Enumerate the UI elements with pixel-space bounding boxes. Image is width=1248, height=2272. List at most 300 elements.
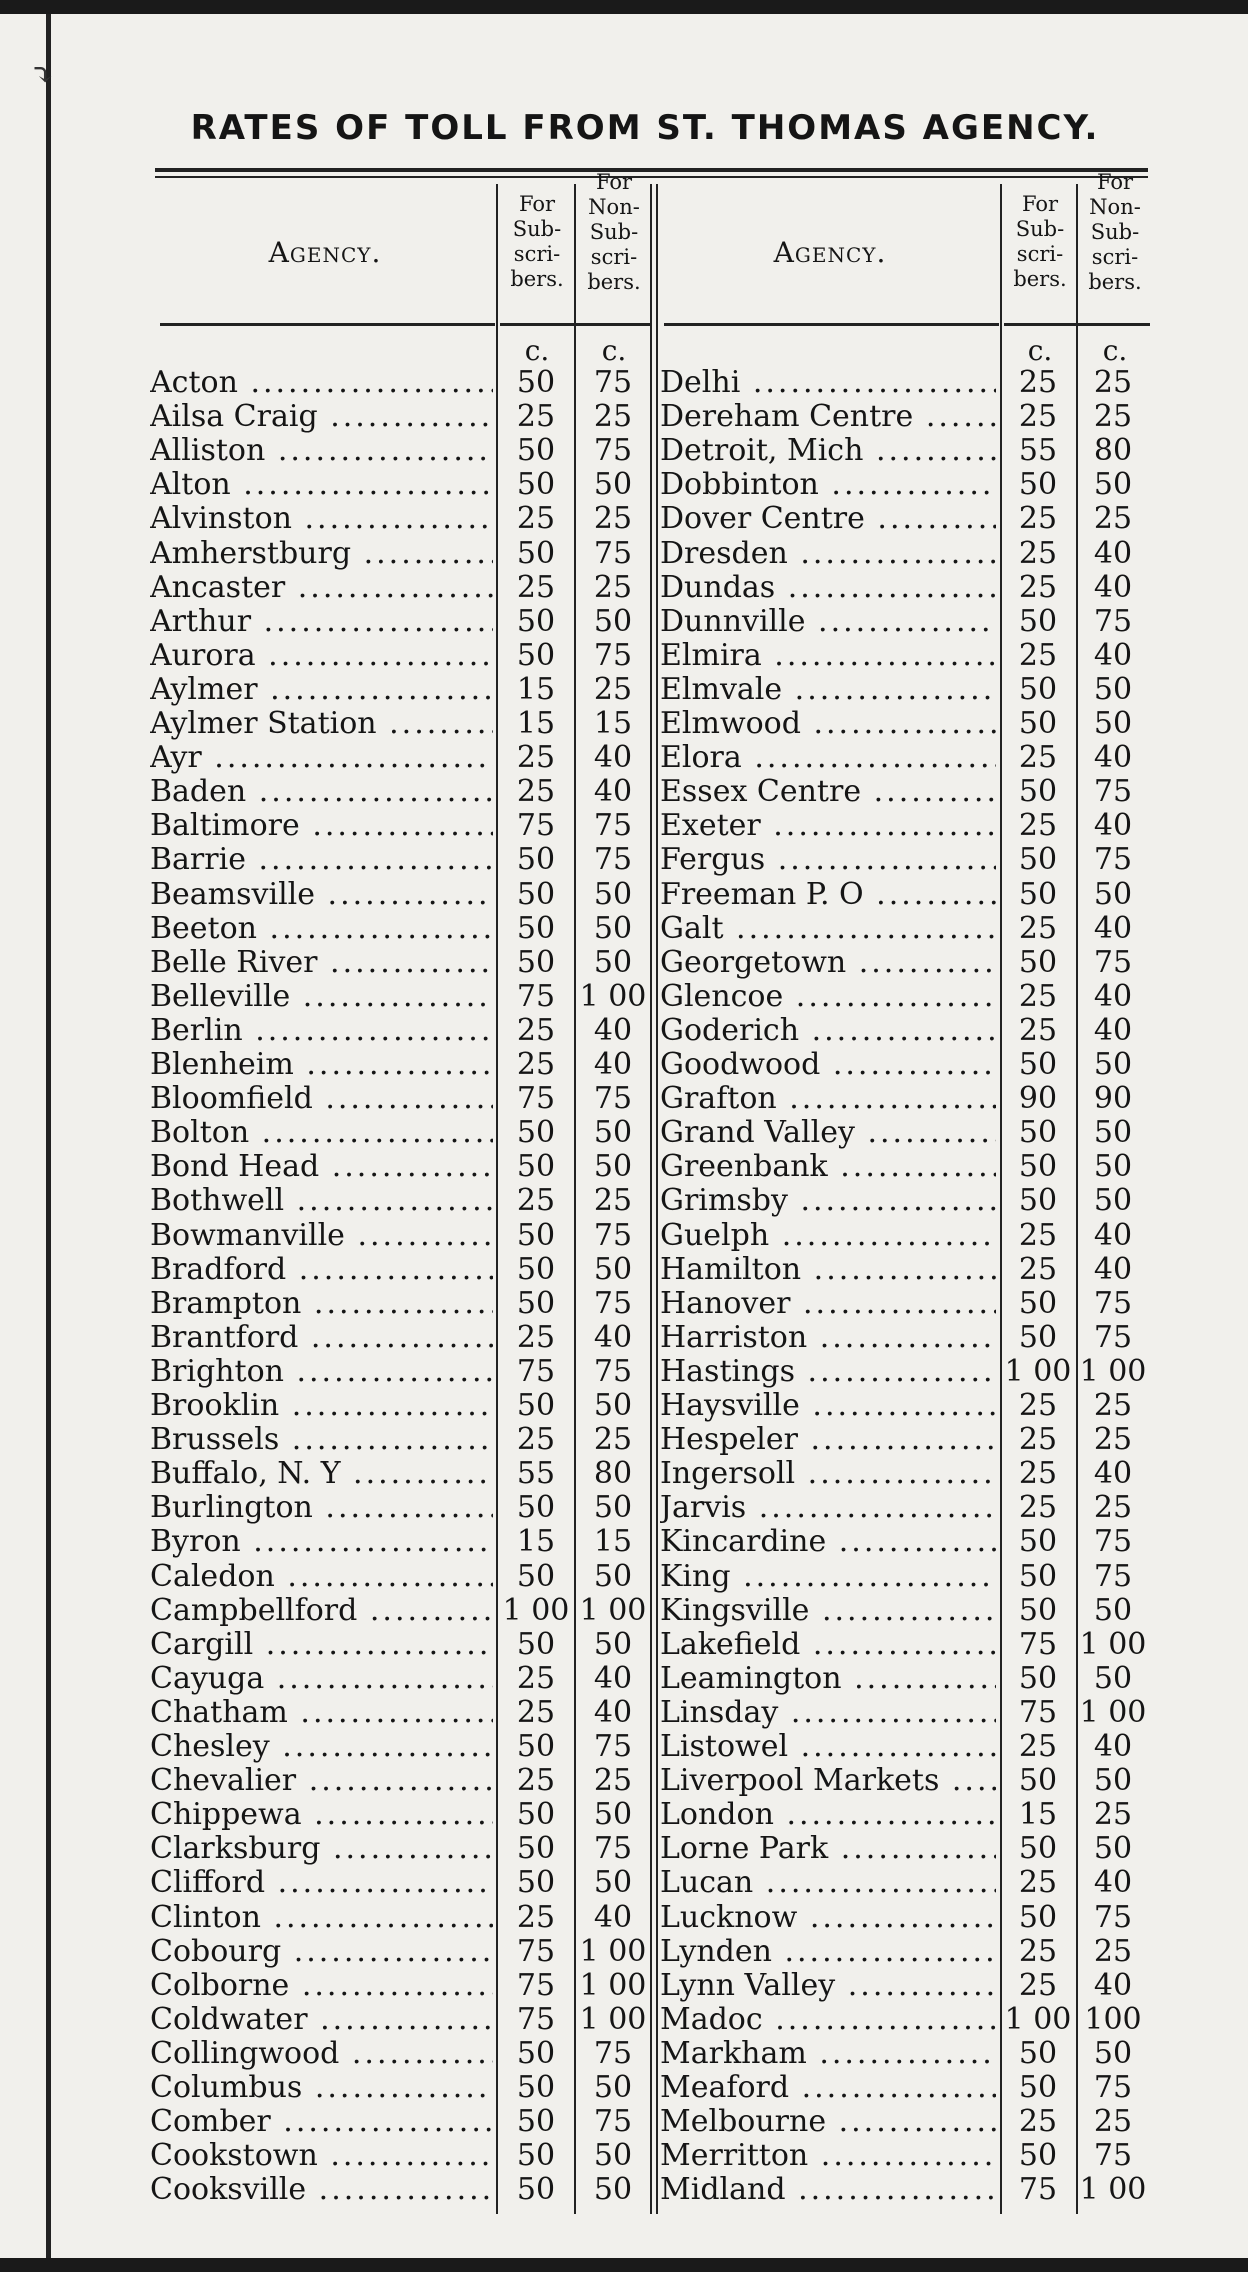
non-subscriber-rate: 40: [593, 1012, 633, 1048]
table-row: [660, 2105, 1150, 2139]
agency-name: Amherstburg .....: [150, 537, 493, 571]
table-row: [660, 571, 1150, 605]
agency-name: Detroit, Mich .....: [660, 434, 996, 468]
header-agency-left: Agency.: [268, 236, 382, 269]
table-row: [150, 468, 650, 502]
table-row: [660, 400, 1150, 434]
table-row: [660, 912, 1150, 946]
subscriber-rate: 50: [1018, 2138, 1058, 2174]
non-subscriber-rate: 40: [1093, 1456, 1133, 1492]
non-subscriber-rate: 75: [593, 365, 633, 400]
agency-name: Alvinston .....: [150, 502, 493, 536]
non-subscriber-rate: 1 00: [1079, 1353, 1147, 1389]
agency-name: Alton .....: [150, 468, 493, 502]
non-subscriber-rate: 50: [593, 1626, 633, 1662]
non-subscriber-rate: 25: [593, 569, 633, 605]
table-row: [660, 1423, 1150, 1457]
table-row: [660, 1764, 1150, 1798]
agency-name: Byron .....: [150, 1525, 493, 1559]
non-subscriber-rate: 40: [1093, 808, 1133, 844]
agency-name: Chevalier .....: [150, 1764, 493, 1798]
agency-name: Bradford .....: [150, 1253, 493, 1287]
subscriber-rate: 25: [516, 1763, 556, 1799]
agency-name: Freeman P. O .....: [660, 878, 996, 912]
agency-name: Clifford .....: [150, 1866, 493, 1900]
subscriber-rate: 50: [1018, 1115, 1058, 1151]
subscriber-rate: 25: [1018, 365, 1058, 400]
subscriber-rate: 25: [516, 1694, 556, 1730]
subscriber-rate: 25: [1018, 808, 1058, 844]
non-subscriber-rate: 50: [1093, 1831, 1133, 1867]
table-row: [660, 707, 1150, 741]
agency-name: Merritton .....: [660, 2139, 996, 2173]
subscriber-rate: 50: [1018, 706, 1058, 741]
subscriber-rate: 50: [1018, 467, 1058, 503]
table-row: [660, 1355, 1150, 1389]
table-row: [660, 1935, 1150, 1969]
non-subscriber-rate: 80: [1093, 433, 1133, 469]
table-row: [660, 1594, 1150, 1628]
agency-name: Comber .....: [150, 2105, 493, 2139]
table-row: [660, 1253, 1150, 1287]
table-row: [150, 1935, 650, 1969]
agency-name: Haysville .....: [660, 1389, 996, 1423]
non-subscriber-rate: 50: [1093, 671, 1133, 707]
agency-name: Hamilton .....: [660, 1253, 996, 1287]
agency-name: Chatham .....: [150, 1696, 493, 1730]
subscriber-rate: 50: [516, 603, 556, 639]
non-subscriber-rate: 1 00: [579, 978, 647, 1014]
subscriber-rate: 90: [1018, 1081, 1058, 1117]
non-subscriber-rate: 50: [593, 1115, 633, 1151]
non-subscriber-rate: 100: [1084, 2001, 1142, 2037]
non-subscriber-rate: 1 00: [1079, 1626, 1147, 1662]
subscriber-rate: 50: [1018, 1660, 1058, 1696]
agency-name: Galt .....: [660, 912, 996, 946]
table-row: [150, 1628, 650, 1662]
table-row: [150, 741, 650, 775]
subscriber-rate: 25: [1018, 1456, 1058, 1492]
non-subscriber-rate: 40: [593, 1694, 633, 1730]
non-subscriber-rate: 1 00: [579, 1967, 647, 2003]
table-row: [660, 2071, 1150, 2105]
table-row: [660, 1150, 1150, 1184]
subscriber-rate: 25: [516, 569, 556, 605]
table-row: [660, 639, 1150, 673]
subscriber-rate: 50: [1018, 1285, 1058, 1321]
table-row: [150, 1253, 650, 1287]
non-subscriber-rate: 50: [1093, 1115, 1133, 1151]
agency-name: Madoc .....: [660, 2003, 996, 2037]
table-row: [150, 1219, 650, 1253]
agency-name: Grimsby .....: [660, 1184, 996, 1218]
agency-name: Hanover .....: [660, 1287, 996, 1321]
table-row: [150, 1355, 650, 1389]
agency-name: Blenheim .....: [150, 1048, 493, 1082]
subscriber-rate: 50: [516, 1729, 556, 1764]
table-row: [150, 1082, 650, 1116]
subscriber-rate: 50: [516, 2070, 556, 2105]
subscriber-rate: 25: [1018, 1490, 1058, 1526]
subscriber-rate: 25: [1018, 2104, 1058, 2140]
subscriber-rate: 25: [1018, 1865, 1058, 1901]
subscriber-rate: 50: [1018, 944, 1058, 980]
margin-mark: ⤵: [30, 58, 56, 93]
table-row: [660, 1696, 1150, 1730]
agency-name: Bowmanville .....: [150, 1219, 493, 1253]
table-row: [150, 809, 650, 843]
table-row: [150, 1696, 650, 1730]
subscriber-rate: 25: [1018, 1217, 1058, 1253]
title-rule-thin: [155, 176, 1148, 178]
table-row: [150, 1866, 650, 1900]
agency-name: Ailsa Craig .....: [150, 400, 493, 434]
subscriber-rate: 25: [516, 1422, 556, 1458]
subscriber-rate: 25: [516, 1899, 556, 1935]
table-row: [660, 741, 1150, 775]
table-row: [150, 1150, 650, 1184]
non-subscriber-rate: 40: [593, 740, 633, 776]
non-subscriber-rate: 25: [593, 501, 633, 537]
agency-name: Lucknow .....: [660, 1901, 996, 1935]
table-row: [150, 980, 650, 1014]
subscriber-rate: 50: [1018, 603, 1058, 639]
agency-name: Cayuga .....: [150, 1662, 493, 1696]
non-subscriber-rate: 50: [593, 1797, 633, 1833]
table-row: [150, 1798, 650, 1832]
non-subscriber-rate: 50: [593, 1388, 633, 1423]
table-row: [660, 673, 1150, 707]
subscriber-rate: 15: [1018, 1797, 1058, 1833]
non-subscriber-rate: 75: [1093, 2070, 1133, 2105]
page-title: RATES OF TOLL FROM ST. THOMAS AGENCY.: [190, 108, 1100, 148]
table-row: [660, 502, 1150, 536]
agency-name: Bond Head .....: [150, 1150, 493, 1184]
subscriber-rate: 50: [1018, 1524, 1058, 1560]
subscriber-rate: 25: [1018, 399, 1058, 435]
table-row: [150, 1184, 650, 1218]
subscriber-rate: 50: [1018, 2070, 1058, 2105]
non-subscriber-rate: 25: [1093, 2104, 1133, 2140]
table-row: [660, 2173, 1150, 2207]
subscriber-rate: 75: [516, 2001, 556, 2037]
non-subscriber-rate: 50: [1093, 1183, 1133, 1219]
subscriber-rate: 50: [516, 2104, 556, 2140]
agency-name: Brantford .....: [150, 1321, 493, 1355]
table-row: [660, 1082, 1150, 1116]
agency-name: Aylmer .....: [150, 673, 493, 707]
table-row: [150, 2139, 650, 2173]
table-row: [660, 1116, 1150, 1150]
non-subscriber-rate: 25: [1093, 1388, 1133, 1423]
agency-name: Chesley .....: [150, 1730, 493, 1764]
table-row: [660, 1321, 1150, 1355]
subscriber-rate: 50: [1018, 1831, 1058, 1867]
agency-name: Guelph .....: [660, 1219, 996, 1253]
table-row: [150, 1491, 650, 1525]
subscriber-rate: 25: [516, 399, 556, 435]
unit-right-non-subscribers: c.: [1102, 334, 1128, 367]
subscriber-rate: 75: [516, 1081, 556, 1117]
unit-left-non-subscribers: c.: [601, 334, 627, 367]
table-row: [660, 1866, 1150, 1900]
non-subscriber-rate: 40: [1093, 740, 1133, 776]
agency-name: Hespeler .....: [660, 1423, 996, 1457]
unit-right-subscribers: c.: [1027, 334, 1053, 367]
agency-name: Brooklin .....: [150, 1389, 493, 1423]
subscriber-rate: 50: [516, 842, 556, 878]
non-subscriber-rate: 40: [1093, 978, 1133, 1014]
subscriber-rate: 25: [516, 1047, 556, 1082]
agency-name: Bolton .....: [150, 1116, 493, 1150]
agency-name: Chippewa .....: [150, 1798, 493, 1832]
non-subscriber-rate: 75: [1093, 603, 1133, 639]
agency-name: Liverpool Markets .....: [660, 1764, 996, 1798]
table-row: [150, 1116, 650, 1150]
agency-name: Caledon .....: [150, 1560, 493, 1594]
table-row: [660, 366, 1150, 400]
subscriber-rate: 50: [516, 1217, 556, 1253]
non-subscriber-rate: 50: [593, 876, 633, 912]
table-row: [150, 400, 650, 434]
subscriber-rate: 50: [1018, 1047, 1058, 1082]
non-subscriber-rate: 1 00: [1079, 1694, 1147, 1730]
non-subscriber-rate: 50: [593, 2070, 633, 2105]
agency-name: Beamsville .....: [150, 878, 493, 912]
table-row: [660, 1457, 1150, 1491]
non-subscriber-rate: 1 00: [579, 1592, 647, 1628]
header-non-subscribers-right: For Non- Sub- scri- bers.: [1088, 170, 1142, 294]
agency-name: Aylmer Station .....: [150, 707, 493, 741]
subscriber-rate: 25: [1018, 1012, 1058, 1048]
table-row: [660, 1560, 1150, 1594]
subscriber-rate: 50: [516, 637, 556, 673]
subscriber-rate: 50: [1018, 1319, 1058, 1355]
agency-name: Dobbinton .....: [660, 468, 996, 502]
agency-name: Grafton .....: [660, 1082, 996, 1116]
table-row: [660, 1662, 1150, 1696]
table-row: [150, 1321, 650, 1355]
non-subscriber-rate: 75: [593, 808, 633, 844]
table-row: [660, 1014, 1150, 1048]
non-subscriber-rate: 40: [1093, 1012, 1133, 1048]
agency-name: Barrie .....: [150, 843, 493, 877]
agency-name: Fergus .....: [660, 843, 996, 877]
agency-name: Bothwell .....: [150, 1184, 493, 1218]
agency-name: King .....: [660, 1560, 996, 1594]
subscriber-rate: 50: [516, 1865, 556, 1901]
subscriber-rate: 25: [1018, 740, 1058, 776]
non-subscriber-rate: 80: [593, 1456, 633, 1492]
subscriber-rate: 50: [516, 1558, 556, 1594]
table-row: [150, 1457, 650, 1491]
subscriber-rate: 50: [516, 910, 556, 946]
agency-name: Kincardine .....: [660, 1525, 996, 1559]
subscriber-rate: 50: [516, 1251, 556, 1287]
agency-name: Coldwater .....: [150, 2003, 493, 2037]
agency-name: Columbus .....: [150, 2071, 493, 2105]
subscriber-rate: 25: [1018, 1388, 1058, 1423]
table-row: [150, 1389, 650, 1423]
table-row: [660, 1628, 1150, 1662]
table-row: [150, 1969, 650, 2003]
agency-name: Baltimore .....: [150, 809, 493, 843]
agency-name: Ayr .....: [150, 741, 493, 775]
table-row: [150, 502, 650, 536]
non-subscriber-rate: 50: [593, 1558, 633, 1594]
agency-name: Meaford .....: [660, 2071, 996, 2105]
non-subscriber-rate: 40: [593, 774, 633, 810]
non-subscriber-rate: 75: [1093, 944, 1133, 980]
agency-name: Ingersoll .....: [660, 1457, 996, 1491]
agency-name: Colborne .....: [150, 1969, 493, 2003]
agency-name: Brampton .....: [150, 1287, 493, 1321]
subscriber-rate: 25: [516, 1660, 556, 1696]
agency-name: Goodwood .....: [660, 1048, 996, 1082]
non-subscriber-rate: 40: [593, 1047, 633, 1082]
subscriber-rate: 50: [516, 1285, 556, 1321]
title-rule-thick: [155, 168, 1148, 172]
non-subscriber-rate: 50: [593, 944, 633, 980]
subscriber-rate: 1 00: [502, 1592, 570, 1628]
agency-name: Lakefield .....: [660, 1628, 996, 1662]
subscriber-rate: 75: [516, 808, 556, 844]
header-subscribers-left: For Sub- scri- bers.: [510, 192, 564, 291]
agency-name: Dover Centre .....: [660, 502, 996, 536]
agency-name: Hastings .....: [660, 1355, 996, 1389]
agency-name: Dundas .....: [660, 571, 996, 605]
non-subscriber-rate: 75: [1093, 2138, 1133, 2174]
table-row: [660, 1525, 1150, 1559]
table-row: [660, 1184, 1150, 1218]
table-row: [660, 2003, 1150, 2037]
subscriber-rate: 75: [516, 1933, 556, 1969]
agency-name: Burlington .....: [150, 1491, 493, 1525]
agency-name: Elmvale .....: [660, 673, 996, 707]
agency-name: Cobourg .....: [150, 1935, 493, 1969]
non-subscriber-rate: 40: [1093, 535, 1133, 571]
table-row: [660, 980, 1150, 1014]
agency-name: Exeter .....: [660, 809, 996, 843]
agency-name: Elmira .....: [660, 639, 996, 673]
subscriber-rate: 50: [516, 876, 556, 912]
non-subscriber-rate: 25: [593, 1763, 633, 1799]
table-row: [150, 878, 650, 912]
non-subscriber-rate: 75: [1093, 774, 1133, 810]
subscriber-rate: 50: [1018, 1558, 1058, 1594]
table-row: [660, 775, 1150, 809]
subscriber-rate: 25: [1018, 1933, 1058, 1969]
non-subscriber-rate: 75: [1093, 1319, 1133, 1355]
agency-name: Clinton .....: [150, 1901, 493, 1935]
table-row: [150, 2173, 650, 2207]
non-subscriber-rate: 1 00: [579, 2001, 647, 2037]
table-row: [660, 946, 1150, 980]
agency-name: Lucan .....: [660, 1866, 996, 1900]
agency-name: Buffalo, N. Y .....: [150, 1457, 493, 1491]
subscriber-rate: 50: [1018, 1899, 1058, 1935]
table-row: [660, 1832, 1150, 1866]
agency-name: Belle River .....: [150, 946, 493, 980]
agency-name: Bloomfield .....: [150, 1082, 493, 1116]
non-subscriber-rate: 75: [1093, 1285, 1133, 1321]
table-row: [150, 1662, 650, 1696]
non-subscriber-rate: 75: [593, 1217, 633, 1253]
subscriber-rate: 50: [1018, 1183, 1058, 1219]
agency-name: Lynden .....: [660, 1935, 996, 1969]
agency-name: Berlin .....: [150, 1014, 493, 1048]
agency-name: Elmwood .....: [660, 707, 996, 741]
agency-name: Kingsville .....: [660, 1594, 996, 1628]
agency-name: Aurora .....: [150, 639, 493, 673]
non-subscriber-rate: 1 00: [1079, 2172, 1147, 2208]
subscriber-rate: 25: [516, 1012, 556, 1048]
table-row: [660, 434, 1150, 468]
agency-name: Greenbank .....: [660, 1150, 996, 1184]
table-row: [660, 843, 1150, 877]
subscriber-rate: 25: [516, 1319, 556, 1355]
agency-name: Markham .....: [660, 2037, 996, 2071]
subscriber-rate: 25: [1018, 1422, 1058, 1458]
subscriber-rate: 50: [516, 1149, 556, 1185]
header-rule-right-agency: [664, 323, 999, 326]
table-row: [660, 605, 1150, 639]
non-subscriber-rate: 25: [1093, 501, 1133, 537]
agency-name: Belleville .....: [150, 980, 493, 1014]
column-rule-center-b: [656, 184, 658, 2214]
non-subscriber-rate: 50: [593, 910, 633, 946]
subscriber-rate: 15: [516, 1524, 556, 1560]
subscriber-rate: 75: [516, 1967, 556, 2003]
non-subscriber-rate: 75: [593, 1729, 633, 1764]
non-subscriber-rate: 40: [593, 1660, 633, 1696]
subscriber-rate: 50: [516, 944, 556, 980]
book-page: [0, 14, 1248, 2258]
table-row: [150, 639, 650, 673]
subscriber-rate: 75: [516, 978, 556, 1014]
subscriber-rate: 25: [516, 774, 556, 810]
header-non-subscribers-left: For Non- Sub- scri- bers.: [587, 170, 641, 294]
non-subscriber-rate: 75: [593, 1285, 633, 1321]
agency-name: Arthur .....: [150, 605, 493, 639]
agency-name: Acton .....: [150, 366, 493, 400]
non-subscriber-rate: 50: [593, 2138, 633, 2174]
subscriber-rate: 25: [1018, 1967, 1058, 2003]
subscriber-rate: 75: [1018, 2172, 1058, 2208]
non-subscriber-rate: 25: [1093, 1422, 1133, 1458]
subscriber-rate: 50: [516, 433, 556, 469]
non-subscriber-rate: 25: [593, 1422, 633, 1458]
subscriber-rate: 25: [1018, 569, 1058, 605]
table-row: [150, 434, 650, 468]
table-row: [150, 2037, 650, 2071]
agency-name: Glencoe .....: [660, 980, 996, 1014]
non-subscriber-rate: 40: [1093, 910, 1133, 946]
non-subscriber-rate: 25: [593, 399, 633, 435]
agency-name: Baden .....: [150, 775, 493, 809]
subscriber-rate: 15: [516, 671, 556, 707]
page-margin-line: [46, 14, 51, 2258]
non-subscriber-rate: 40: [593, 1899, 633, 1935]
subscriber-rate: 50: [1018, 2035, 1058, 2071]
agency-name: Beeton .....: [150, 912, 493, 946]
subscriber-rate: 50: [516, 1490, 556, 1526]
non-subscriber-rate: 40: [1093, 1251, 1133, 1287]
agency-name: Melbourne .....: [660, 2105, 996, 2139]
subscriber-rate: 50: [1018, 671, 1058, 707]
subscriber-rate: 75: [516, 1353, 556, 1389]
header-subscribers-right: For Sub- scri- bers.: [1013, 192, 1067, 291]
